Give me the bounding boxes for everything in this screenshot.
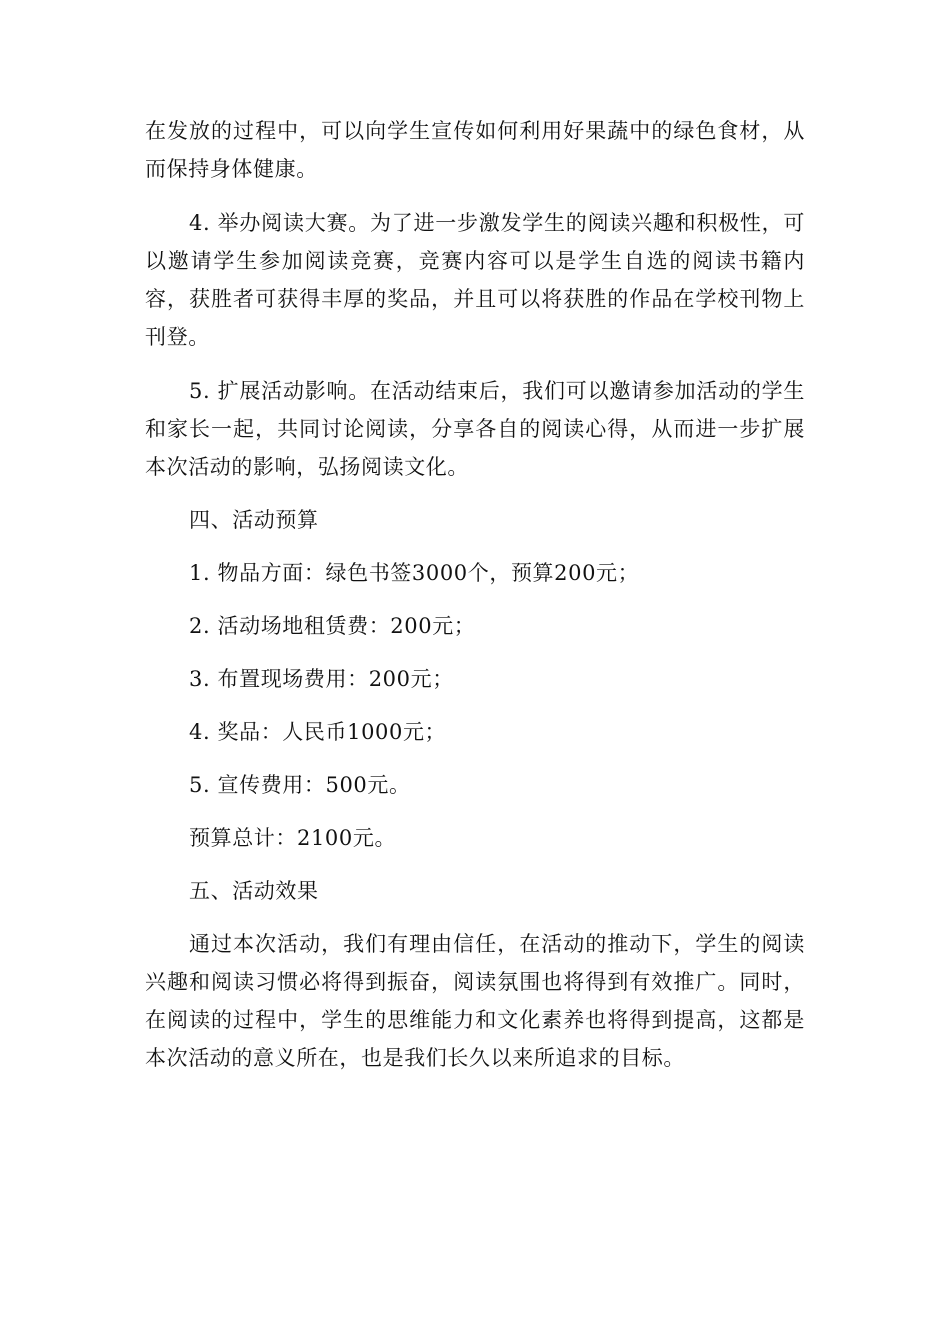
budget-item-venue: 2. 活动场地租赁费：200元；	[189, 614, 476, 638]
document-page	[145, 112, 805, 1077]
budget-item-supplies: 1. 物品方面：绿色书签3000个，预算200元；	[189, 561, 640, 585]
paragraph-continuation: 在发放的过程中，可以向学生宣传如何利用好果蔬中的绿色食材，从而保持身体健康。	[145, 119, 805, 181]
paragraph-effect: 通过本次活动，我们有理由信任，在活动的推动下，学生的阅读兴趣和阅读习惯必将得到振奋，阅读氛围也将得到有效推广。同时，在阅读的过程中，学生的思维能力和文化素养也将得到提高，这都是本次活动的意义所在，也是我们长久以来所追求的目标。	[145, 932, 805, 1070]
section-heading-effect: 五、活动效果	[189, 879, 319, 903]
paragraph-expand-impact: 5. 扩展活动影响。在活动结束后，我们可以邀请参加活动的学生和家长一起，共同讨论阅读，分享各自的阅读心得，从而进一步扩展本次活动的影响，弘扬阅读文化。	[145, 379, 805, 479]
budget-item-publicity: 5. 宣传费用：500元。	[189, 773, 411, 797]
budget-item-prizes: 4. 奖品：人民币1000元；	[189, 720, 447, 744]
budget-total: 预算总计：2100元。	[189, 826, 397, 850]
paragraph-reading-contest: 4. 举办阅读大赛。为了进一步激发学生的阅读兴趣和积极性，可以邀请学生参加阅读竞赛，竞赛内容可以是学生自选的阅读书籍内容，获胜者可获得丰厚的奖品，并且可以将获胜的作品在学校刊物上刊登。	[145, 211, 805, 349]
section-heading-budget: 四、活动预算	[189, 508, 319, 532]
budget-item-setup: 3. 布置现场费用：200元；	[189, 667, 454, 691]
